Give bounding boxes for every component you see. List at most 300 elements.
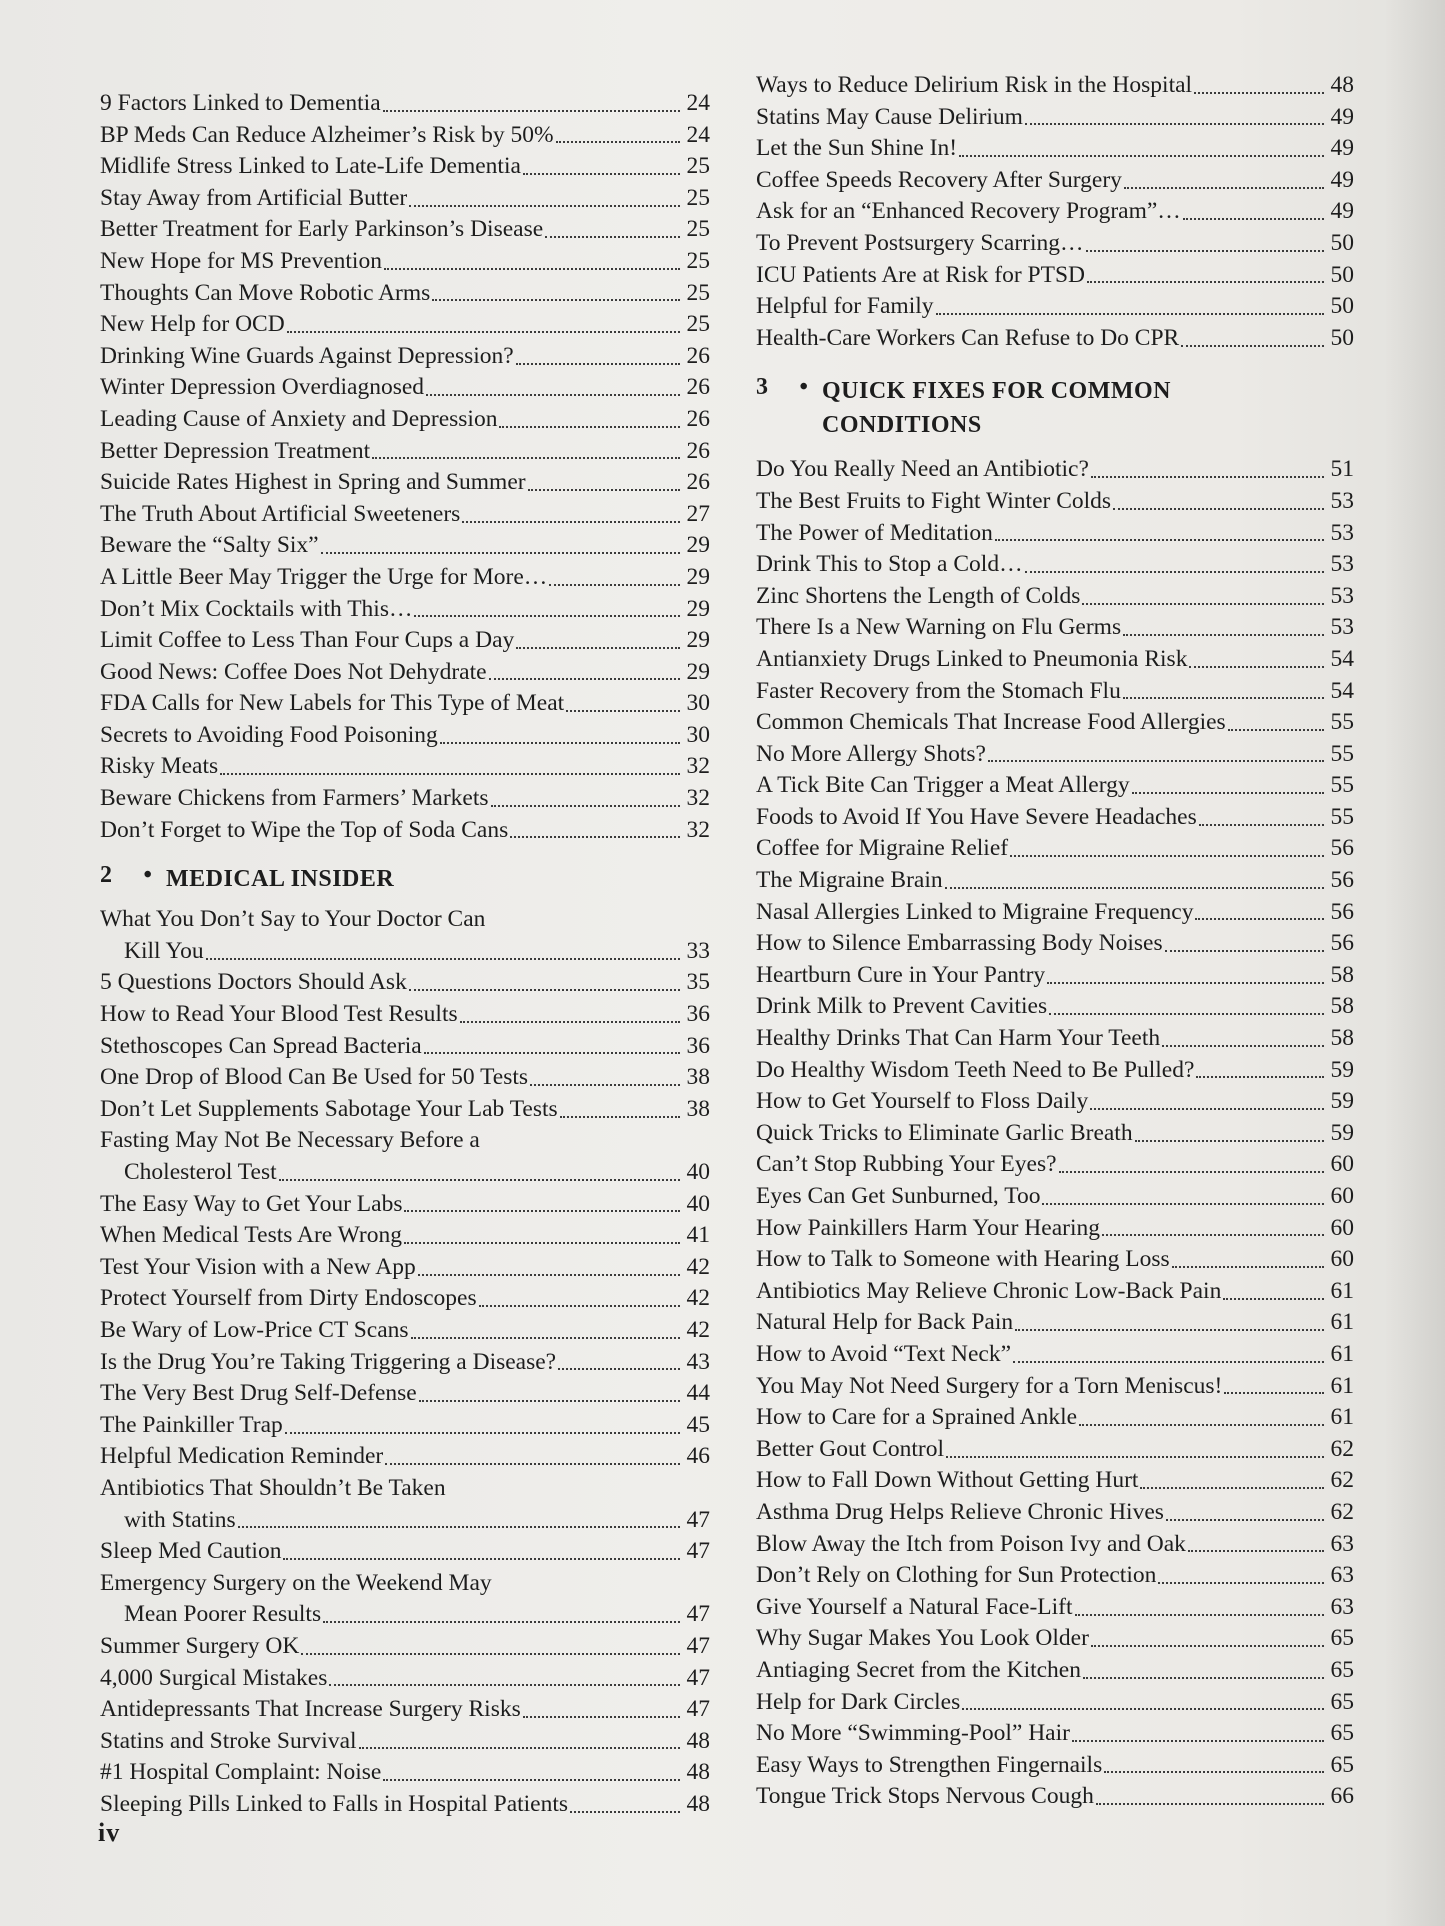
toc-entry-title: Foods to Avoid If You Have Severe Headaches xyxy=(756,803,1197,830)
dot-leader xyxy=(530,1084,680,1086)
toc-entry-page: 42 xyxy=(686,1316,710,1343)
section-title-line-1: QUICK FIXES FOR COMMON xyxy=(822,378,1171,405)
toc-entry-page: 56 xyxy=(1330,867,1354,894)
toc-entry-page: 49 xyxy=(1330,198,1354,225)
dot-leader xyxy=(1188,1550,1324,1552)
toc-entry-page: 47 xyxy=(686,1696,710,1723)
toc-entry xyxy=(756,707,1354,739)
toc-entry xyxy=(756,1623,1354,1655)
toc-list-section-3 xyxy=(756,454,1354,1813)
toc-entry-title: Sleep Med Caution xyxy=(100,1538,282,1565)
toc-entry-page: 61 xyxy=(1330,1309,1354,1336)
toc-entry-title-line-2: Kill You xyxy=(124,937,204,964)
toc-entry-title: A Little Beer May Trigger the Urge for More… xyxy=(100,563,548,590)
dot-leader xyxy=(560,1116,680,1118)
toc-entry-title: Leading Cause of Anxiety and Depression xyxy=(100,405,498,432)
toc-entry-title: Drink Milk to Prevent Cavities xyxy=(756,993,1048,1020)
toc-entry-page: 29 xyxy=(686,532,710,559)
toc-entry-title: The Easy Way to Get Your Labs xyxy=(100,1190,403,1217)
toc-entry xyxy=(100,214,710,246)
toc-entry xyxy=(100,278,710,310)
dot-leader xyxy=(523,173,680,175)
toc-entry xyxy=(756,1213,1354,1245)
toc-entry xyxy=(100,720,710,752)
toc-entry-page: 58 xyxy=(1330,993,1354,1020)
toc-entry-title: Thoughts Can Move Robotic Arms xyxy=(100,279,431,306)
toc-entry-title: How Painkillers Harm Your Hearing xyxy=(756,1214,1100,1241)
toc-entry-page: 46 xyxy=(686,1443,710,1470)
toc-entry xyxy=(756,1592,1354,1624)
toc-entry xyxy=(756,228,1354,260)
toc-entry-title: BP Meds Can Reduce Alzheimer’s Risk by 50% xyxy=(100,121,554,148)
dot-leader xyxy=(1083,1677,1324,1679)
toc-entry-page: 53 xyxy=(1330,519,1354,546)
toc-entry xyxy=(100,436,710,468)
toc-entry xyxy=(100,1031,710,1063)
toc-entry xyxy=(756,739,1354,771)
toc-entry xyxy=(100,999,710,1031)
toc-entry-page: 49 xyxy=(1330,166,1354,193)
toc-entry-page: 62 xyxy=(1330,1467,1354,1494)
toc-entry-title: Helpful for Family xyxy=(756,293,934,320)
toc-entry-page: 49 xyxy=(1330,135,1354,162)
toc-entry-page: 26 xyxy=(686,405,710,432)
toc-entry-title: There Is a New Warning on Flu Germs xyxy=(756,614,1122,641)
toc-entry-title: Antidepressants That Increase Surgery Risks xyxy=(100,1696,521,1723)
toc-entry xyxy=(100,151,710,183)
toc-entry-page: 65 xyxy=(1330,1625,1354,1652)
toc-entry xyxy=(100,1252,710,1284)
dot-leader xyxy=(238,1526,680,1528)
toc-entry-page: 41 xyxy=(686,1222,710,1249)
toc-entry-title: Is the Drug You’re Taking Triggering a Disease? xyxy=(100,1348,557,1375)
toc-entry-page: 61 xyxy=(1330,1372,1354,1399)
dot-leader xyxy=(418,1274,680,1276)
toc-entry-page: 33 xyxy=(686,937,710,964)
toc-entry-title: Do You Really Need an Antibiotic? xyxy=(756,456,1089,483)
dot-leader xyxy=(414,615,680,617)
dot-leader xyxy=(321,552,680,554)
toc-entry-title: Let the Sun Shine In! xyxy=(756,135,958,162)
dot-leader xyxy=(479,1305,680,1307)
dot-leader xyxy=(424,1052,680,1054)
toc-entry xyxy=(100,1315,710,1347)
dot-leader xyxy=(566,710,680,712)
toc-entry-page: 43 xyxy=(686,1348,710,1375)
dot-leader xyxy=(1049,1013,1324,1015)
dot-leader xyxy=(383,110,680,112)
toc-entry-title: To Prevent Postsurgery Scarring… xyxy=(756,229,1084,256)
toc-entry-continuation xyxy=(100,1505,710,1537)
toc-entry-title: Easy Ways to Strengthen Fingernails xyxy=(756,1751,1103,1778)
dot-leader xyxy=(962,1708,1324,1710)
dot-leader xyxy=(285,1432,680,1434)
toc-entry-page: 50 xyxy=(1330,229,1354,256)
dot-leader xyxy=(988,760,1324,762)
toc-entry xyxy=(756,960,1354,992)
dot-leader xyxy=(1123,634,1324,636)
toc-entry-title: How to Get Yourself to Floss Daily xyxy=(756,1088,1089,1115)
toc-entry-title: How to Care for a Sprained Ankle xyxy=(756,1404,1078,1431)
toc-entry-title: New Hope for MS Prevention xyxy=(100,247,382,274)
toc-entry xyxy=(756,581,1354,613)
dot-leader xyxy=(1158,1582,1324,1584)
toc-entry xyxy=(756,1560,1354,1592)
toc-entry-title: Secrets to Avoiding Food Poisoning xyxy=(100,721,438,748)
dot-leader xyxy=(545,236,680,238)
toc-entry xyxy=(100,88,710,120)
toc-entry-title: When Medical Tests Are Wrong xyxy=(100,1222,402,1249)
toc-entry-title-line-2: Mean Poorer Results xyxy=(124,1601,322,1628)
toc-entry xyxy=(100,309,710,341)
toc-list-section-1-continued xyxy=(100,88,710,846)
toc-entry-continuation xyxy=(100,1157,710,1189)
toc-entry xyxy=(100,1094,710,1126)
toc-entry xyxy=(756,260,1354,292)
toc-entry-page: 60 xyxy=(1330,1151,1354,1178)
toc-entry-title: Why Sugar Makes You Look Older xyxy=(756,1625,1089,1652)
toc-entry-title-line-1: Antibiotics That Shouldn’t Be Taken xyxy=(100,1474,446,1501)
dot-leader xyxy=(1087,281,1324,283)
toc-entry xyxy=(756,1371,1354,1403)
toc-entry-page: 55 xyxy=(1330,772,1354,799)
toc-list-section-2-continued xyxy=(756,70,1354,354)
toc-entry xyxy=(756,1276,1354,1308)
toc-entry-title: Quick Tricks to Eliminate Garlic Breath xyxy=(756,1119,1133,1146)
toc-entry-title: Don’t Rely on Clothing for Sun Protection xyxy=(756,1562,1157,1589)
dot-leader xyxy=(1025,123,1324,125)
toc-entry-title: Coffee Speeds Recovery After Surgery xyxy=(756,166,1122,193)
dot-leader xyxy=(1132,792,1324,794)
toc-entry xyxy=(756,1339,1354,1371)
toc-entry xyxy=(100,751,710,783)
toc-entry-title: FDA Calls for New Labels for This Type of Meat xyxy=(100,690,565,717)
toc-entry-page: 65 xyxy=(1330,1751,1354,1778)
toc-entry xyxy=(100,1125,710,1188)
dot-leader xyxy=(411,1337,680,1339)
toc-entry-title: The Truth About Artificial Sweeteners xyxy=(100,500,461,527)
dot-leader xyxy=(936,313,1324,315)
toc-entry-page: 47 xyxy=(686,1601,710,1628)
toc-entry-title: Protect Yourself from Dirty Endoscopes xyxy=(100,1285,477,1312)
toc-entry-page: 50 xyxy=(1330,261,1354,288)
toc-entry xyxy=(756,1118,1354,1150)
dot-leader xyxy=(549,584,680,586)
toc-entry-title: The Power of Meditation xyxy=(756,519,993,546)
toc-entry-title: Winter Depression Overdiagnosed xyxy=(100,374,425,401)
toc-entry xyxy=(100,341,710,373)
page-folio: iv xyxy=(98,1818,121,1847)
toc-entry-page: 25 xyxy=(686,216,710,243)
toc-entry xyxy=(756,102,1354,134)
dot-leader xyxy=(1140,1487,1324,1489)
toc-entry-page: 32 xyxy=(686,753,710,780)
dot-leader xyxy=(570,1811,680,1813)
dot-leader xyxy=(516,363,680,365)
dot-leader xyxy=(1135,1140,1324,1142)
toc-entry xyxy=(756,1687,1354,1719)
toc-entry xyxy=(756,1781,1354,1813)
toc-entry-page: 53 xyxy=(1330,582,1354,609)
toc-entry xyxy=(756,1149,1354,1181)
toc-entry-title: The Best Fruits to Fight Winter Colds xyxy=(756,487,1112,514)
dot-leader xyxy=(301,1653,680,1655)
toc-entry-page: 26 xyxy=(686,374,710,401)
dot-leader xyxy=(1072,1740,1324,1742)
toc-entry-page: 29 xyxy=(686,658,710,685)
toc-list-section-2 xyxy=(100,904,710,1820)
toc-entry xyxy=(100,1631,710,1663)
toc-entry xyxy=(100,1378,710,1410)
toc-entry-title-line-1: Fasting May Not Be Necessary Before a xyxy=(100,1127,480,1154)
section-heading-3 xyxy=(756,374,1354,442)
toc-entry xyxy=(100,1789,710,1821)
toc-entry xyxy=(100,499,710,531)
toc-entry xyxy=(756,1434,1354,1466)
dot-leader xyxy=(279,1179,680,1181)
toc-entry-page: 38 xyxy=(686,1064,710,1091)
toc-entry-page: 32 xyxy=(686,816,710,843)
toc-entry xyxy=(756,1055,1354,1087)
dot-leader xyxy=(1172,1266,1324,1268)
toc-entry-title: Better Treatment for Early Parkinson’s Disease xyxy=(100,216,544,243)
toc-entry-title: Don’t Mix Cocktails with This… xyxy=(100,595,413,622)
toc-entry-page: 63 xyxy=(1330,1593,1354,1620)
dot-leader xyxy=(1096,1803,1324,1805)
toc-entry-title-line-1: Emergency Surgery on the Weekend May xyxy=(100,1569,492,1596)
toc-entry-page: 59 xyxy=(1330,1119,1354,1146)
toc-entry-page: 40 xyxy=(686,1190,710,1217)
toc-entry-title: Blow Away the Itch from Poison Ivy and Oak xyxy=(756,1530,1186,1557)
toc-entry-page: 50 xyxy=(1330,293,1354,320)
dot-leader xyxy=(1113,508,1324,510)
dot-leader xyxy=(409,205,680,207)
toc-entry-page: 47 xyxy=(686,1506,710,1533)
toc-entry-page: 38 xyxy=(686,1095,710,1122)
toc-entry-title: Helpful Medication Reminder xyxy=(100,1443,384,1470)
toc-entry xyxy=(100,1062,710,1094)
toc-entry xyxy=(100,625,710,657)
toc-entry xyxy=(756,1086,1354,1118)
toc-entry-page: 65 xyxy=(1330,1656,1354,1683)
dot-leader xyxy=(945,887,1324,889)
dot-leader xyxy=(959,155,1324,157)
dot-leader xyxy=(1010,855,1324,857)
toc-entry-page: 63 xyxy=(1330,1562,1354,1589)
toc-entry xyxy=(756,897,1354,929)
dot-leader xyxy=(384,268,680,270)
toc-entry xyxy=(756,644,1354,676)
toc-entry-title: How to Talk to Someone with Hearing Loss xyxy=(756,1246,1170,1273)
toc-entry-title: Natural Help for Back Pain xyxy=(756,1309,1014,1336)
dot-leader xyxy=(558,1368,680,1370)
toc-entry-title: Be Wary of Low-Price CT Scans xyxy=(100,1316,409,1343)
toc-entry-page: 26 xyxy=(686,469,710,496)
toc-entry-title: Zinc Shortens the Length of Colds xyxy=(756,582,1081,609)
dot-leader xyxy=(1042,1203,1324,1205)
toc-entry-page: 51 xyxy=(1330,456,1354,483)
toc-entry xyxy=(100,120,710,152)
toc-entry xyxy=(756,1655,1354,1687)
toc-entry-title: Summer Surgery OK xyxy=(100,1632,300,1659)
toc-entry xyxy=(756,676,1354,708)
section-number: 2 xyxy=(100,862,113,889)
toc-entry xyxy=(100,1347,710,1379)
toc-entry-title: Healthy Drinks That Can Harm Your Teeth xyxy=(756,1025,1161,1052)
toc-entry-page: 59 xyxy=(1330,1056,1354,1083)
toc-entry-page: 56 xyxy=(1330,898,1354,925)
toc-entry-title: Coffee for Migraine Relief xyxy=(756,835,1009,862)
toc-entry xyxy=(100,1694,710,1726)
toc-entry xyxy=(756,991,1354,1023)
toc-entry-title: Health-Care Workers Can Refuse to Do CPR xyxy=(756,324,1180,351)
toc-entry-page: 62 xyxy=(1330,1435,1354,1462)
toc-entry xyxy=(100,815,710,847)
dot-leader xyxy=(404,1210,680,1212)
toc-entry-page: 61 xyxy=(1330,1404,1354,1431)
toc-entry-page: 36 xyxy=(686,1032,710,1059)
toc-entry-page: 36 xyxy=(686,1001,710,1028)
dot-leader xyxy=(510,836,680,838)
toc-entry-title: A Tick Bite Can Trigger a Meat Allergy xyxy=(756,772,1130,799)
toc-entry-page: 24 xyxy=(686,121,710,148)
toc-entry-page: 42 xyxy=(686,1285,710,1312)
toc-entry-title: Help for Dark Circles xyxy=(756,1688,961,1715)
toc-entry-title: Tongue Trick Stops Nervous Cough xyxy=(756,1783,1094,1810)
dot-leader xyxy=(323,1621,680,1623)
toc-entry-page: 61 xyxy=(1330,1340,1354,1367)
dot-leader xyxy=(419,1400,680,1402)
toc-entry xyxy=(100,1663,710,1695)
toc-entry xyxy=(100,562,710,594)
toc-entry-page: 48 xyxy=(686,1759,710,1786)
toc-entry-title: Suicide Rates Highest in Spring and Summer xyxy=(100,469,526,496)
toc-entry-title-line-2: with Statins xyxy=(124,1506,236,1533)
dot-leader xyxy=(383,1779,680,1781)
toc-entry xyxy=(100,246,710,278)
toc-entry-title: The Very Best Drug Self-Defense xyxy=(100,1380,417,1407)
toc-entry-page: 58 xyxy=(1330,961,1354,988)
toc-entry-page: 48 xyxy=(686,1727,710,1754)
toc-entry xyxy=(100,1189,710,1221)
dot-leader xyxy=(1091,1645,1324,1647)
toc-entry xyxy=(100,1410,710,1442)
dot-leader xyxy=(1195,918,1324,920)
section-number: 3 xyxy=(756,374,769,401)
toc-entry-title: Faster Recovery from the Stomach Flu xyxy=(756,677,1121,704)
toc-entry xyxy=(100,404,710,436)
dot-leader xyxy=(1082,603,1324,605)
toc-entry-title: Stay Away from Artificial Butter xyxy=(100,184,408,211)
dot-leader xyxy=(440,742,680,744)
dot-leader xyxy=(1166,1519,1324,1521)
toc-entry-title: Common Chemicals That Increase Food Allergies xyxy=(756,709,1226,736)
dot-leader xyxy=(946,1456,1324,1458)
toc-entry-title: Asthma Drug Helps Relieve Chronic Hives xyxy=(756,1498,1164,1525)
toc-entry xyxy=(100,372,710,404)
toc-entry-title: How to Fall Down Without Getting Hurt xyxy=(756,1467,1139,1494)
toc-entry xyxy=(756,802,1354,834)
dot-leader xyxy=(426,394,680,396)
toc-entry-title: Test Your Vision with a New App xyxy=(100,1253,416,1280)
toc-entry-title: Drink This to Stop a Cold… xyxy=(756,551,1023,578)
toc-entry-page: 53 xyxy=(1330,551,1354,578)
dot-leader xyxy=(1015,1329,1324,1331)
section-bullet: • xyxy=(143,862,153,889)
toc-entry-title: One Drop of Blood Can Be Used for 50 Tests xyxy=(100,1064,529,1091)
toc-entry-title: Antiaging Secret from the Kitchen xyxy=(756,1656,1081,1683)
toc-entry xyxy=(756,165,1354,197)
dot-leader xyxy=(1104,1771,1324,1773)
toc-entry-page: 66 xyxy=(1330,1783,1354,1810)
dot-leader xyxy=(385,1463,680,1465)
toc-entry-continuation xyxy=(100,1599,710,1631)
toc-entry-title: Statins May Cause Delirium xyxy=(756,103,1023,130)
section-title-line-2: CONDITIONS xyxy=(822,412,982,439)
dot-leader xyxy=(1047,982,1324,984)
toc-entry-page: 35 xyxy=(686,969,710,996)
toc-entry xyxy=(100,1441,710,1473)
toc-entry xyxy=(756,133,1354,165)
toc-entry-title: Ask for an “Enhanced Recovery Program”… xyxy=(756,198,1181,225)
dot-leader xyxy=(1183,218,1324,220)
toc-entry-page: 27 xyxy=(686,500,710,527)
section-title: MEDICAL INSIDER xyxy=(166,866,395,893)
dot-leader xyxy=(1228,729,1324,731)
toc-entry-page: 55 xyxy=(1330,709,1354,736)
dot-leader xyxy=(1165,950,1324,952)
toc-entry xyxy=(756,549,1354,581)
toc-entry-page: 65 xyxy=(1330,1688,1354,1715)
dot-leader xyxy=(499,426,680,428)
toc-entry xyxy=(100,183,710,215)
dot-leader xyxy=(1079,1424,1324,1426)
dot-leader xyxy=(1025,571,1324,573)
toc-entry-page: 25 xyxy=(686,184,710,211)
toc-entry xyxy=(100,467,710,499)
dot-leader xyxy=(206,958,680,960)
toc-entry-title: Nasal Allergies Linked to Migraine Frequency xyxy=(756,898,1194,925)
toc-entry-title: Eyes Can Get Sunburned, Too xyxy=(756,1183,1041,1209)
toc-entry-page: 45 xyxy=(686,1411,710,1438)
toc-entry-title: Do Healthy Wisdom Teeth Need to Be Pulled? xyxy=(756,1056,1195,1083)
dot-leader xyxy=(1102,1234,1324,1236)
toc-entry xyxy=(100,783,710,815)
toc-entry xyxy=(756,865,1354,897)
toc-entry-title: Antibiotics May Relieve Chronic Low-Back Pain xyxy=(756,1277,1222,1304)
dot-leader xyxy=(1086,250,1324,252)
dot-leader xyxy=(523,1716,680,1718)
toc-entry-title-line-1: What You Don’t Say to Your Doctor Can xyxy=(100,906,486,933)
toc-entry-page: 60 xyxy=(1330,1183,1354,1209)
toc-entry-page: 58 xyxy=(1330,1025,1354,1052)
toc-entry-page: 29 xyxy=(686,563,710,590)
toc-entry xyxy=(756,1307,1354,1339)
toc-entry-title: Better Depression Treatment xyxy=(100,437,371,464)
dot-leader xyxy=(489,678,680,680)
toc-entry xyxy=(756,1497,1354,1529)
toc-entry xyxy=(756,291,1354,323)
toc-entry-page: 55 xyxy=(1330,740,1354,767)
dot-leader xyxy=(404,1242,680,1244)
toc-entry-title-line-2: Cholesterol Test xyxy=(124,1159,277,1185)
toc-entry-title: Stethoscopes Can Spread Bacteria xyxy=(100,1032,422,1059)
toc-entry-page: 30 xyxy=(686,690,710,717)
toc-entry-title: ICU Patients Are at Risk for PTSD xyxy=(756,261,1085,288)
toc-entry-page: 48 xyxy=(686,1790,710,1817)
dot-leader xyxy=(528,489,680,491)
toc-entry xyxy=(100,657,710,689)
